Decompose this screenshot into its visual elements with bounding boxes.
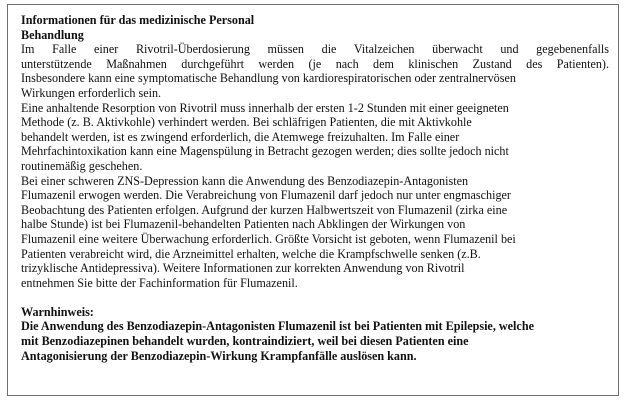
warning-block xyxy=(21,305,609,363)
text-line: Bei einer schweren ZNS-Depression kann die Anwendung des Benzodiazepin-Antagonisten xyxy=(21,173,469,188)
text-line: entnehmen Sie bitte der Fachinformation für Flumazenil. xyxy=(21,275,298,290)
text-line: Eine anhaltende Resorption von Rivotril muss innerhalb der ersten 1-2 Stunden mit einer geeigneten xyxy=(21,100,509,115)
text-line: unterstützende Maßnahmen durchgeführt werden (je nach dem klinischen Zustand des Patienten). xyxy=(21,56,609,71)
document-frame xyxy=(7,4,619,396)
warning-title: Warnhinweis: xyxy=(21,304,94,319)
text-line: Flumazenil erwogen werden. Die Verabreichung von Flumazenil darf jedoch nur unter engmaschiger xyxy=(21,188,511,203)
text-line: Mehrfachintoxikation kann eine Magenspülung in Betracht gezogen werden; dies sollte jedoch nicht xyxy=(21,144,509,159)
text-line: Patienten verabreicht wird, die Arzneimittel erhalten, welche die Krampfschwelle senken (z.B. xyxy=(21,246,481,261)
paragraph-gap xyxy=(21,290,609,305)
text-line: Im Falle einer Rivotril-Überdosierung müssen die Vitalzeichen überwacht und gegebenenfalls xyxy=(21,42,609,57)
section-subtitle: Behandlung xyxy=(21,27,84,42)
text-line: Insbesondere kann eine symptomatische Behandlung von kardiorespiratorischen oder zentralnervösen xyxy=(21,71,516,86)
text-line: halbe Stunde) ist bei Flumazenil-behandelten Patienten nach Abklingen der Wirkungen von xyxy=(21,217,466,232)
text-line: behandelt werden, ist es zwingend erforderlich, die Atemwege freizuhalten. Im Falle einer xyxy=(21,129,460,144)
document-body xyxy=(21,13,609,363)
treatment-paragraph-3 xyxy=(21,174,609,291)
warning-line: Antagonisierung der Benzodiazepin-Wirkung Krampfanfälle auslösen kann. xyxy=(21,348,417,363)
section-title: Informationen für das medizinische Personal xyxy=(21,13,255,27)
text-line: Wirkungen erforderlich sein. xyxy=(21,85,162,100)
text-line: Beobachtung des Patienten erfolgen. Aufgrund der kurzen Halbwertszeit von Flumazenil (zirka eine xyxy=(21,202,508,217)
treatment-paragraph-1 xyxy=(21,42,609,100)
warning-line: Die Anwendung des Benzodiazepin-Antagonisten Flumazenil ist bei Patienten mit Epilepsie, welche xyxy=(21,319,534,334)
text-line: Methode (z. B. Aktivkohle) verhindert werden. Bei schläfrigen Patienten, die mit Aktivkohle xyxy=(21,115,472,130)
text-line: routinemäßig geschehen. xyxy=(21,158,143,173)
text-line: Flumazenil eine weitere Überwachung erforderlich. Größte Vorsicht ist geboten, wenn Flumazenil bei xyxy=(21,231,516,246)
text-line: trizyklische Antidepressiva). Weitere Informationen zur korrekten Anwendung von Rivotril xyxy=(21,261,465,276)
warning-line: mit Benzodiazepinen behandelt wurden, kontraindiziert, weil bei diesen Patienten eine xyxy=(21,334,469,349)
treatment-paragraph-2 xyxy=(21,101,609,174)
